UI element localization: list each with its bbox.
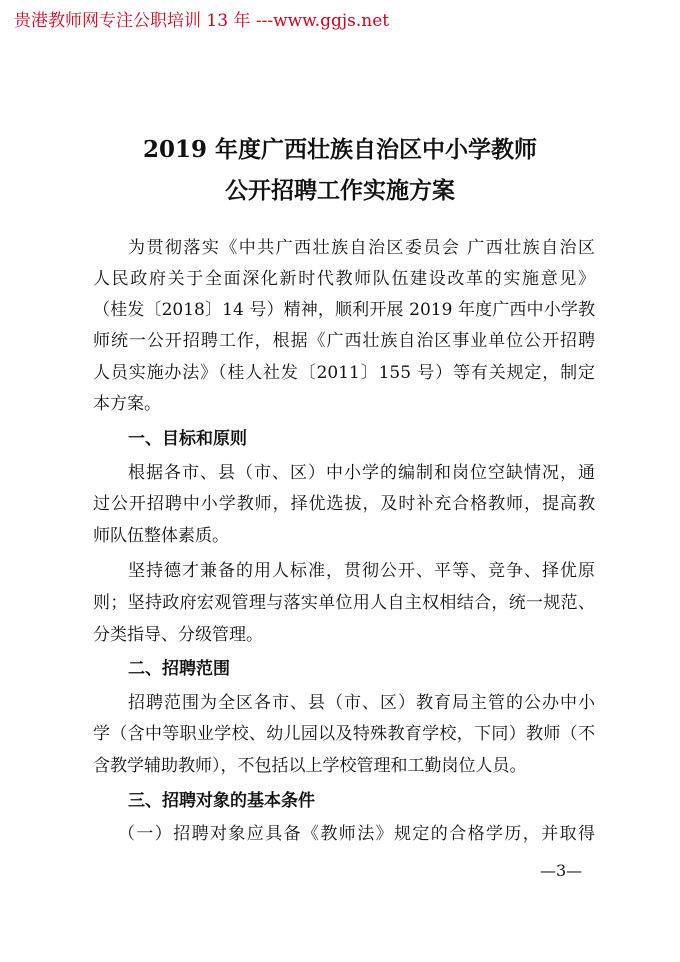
section-heading-scope: 二、招聘范围 (128, 659, 230, 679)
section2-line-2: 学（含中等职业学校、幼儿园以及特殊教育学校，下同）教师（不 (93, 724, 595, 744)
intro-line-3: （桂发〔2018〕14 号）精神，顺利开展 2019 年度广西中小学教 (93, 300, 595, 320)
section1-para1-line-3: 师队伍整体素质。 (93, 526, 229, 546)
section1-para1-line-2: 过公开招聘中小学教师，择优选拔，及时补充合格教师，提高教 (93, 494, 595, 514)
section1-para1-line-1: 根据各市、县（市、区）中小学的编制和岗位空缺情况，通 (128, 463, 595, 483)
section1-para2-line-2: 则；坚持政府宏观管理与落实单位用人自主权相结合，统一规范、 (93, 593, 595, 613)
intro-line-5: 人员实施办法》（桂人社发〔2011〕155 号）等有关规定，制定 (93, 363, 595, 383)
section2-line-3: 含教学辅助教师），不包括以上学校管理和工勤岗位人员。 (93, 756, 527, 776)
intro-line-2: 人民政府关于全面深化新时代教师队伍建设改革的实施意见》 (93, 269, 595, 289)
section1-para2-line-3: 分类指导、分级管理。 (93, 625, 263, 645)
section1-para2-line-1: 坚持德才兼备的用人标准，贯彻公开、平等、竞争、择优原 (128, 561, 595, 581)
intro-line-4: 师统一公开招聘工作，根据《广西壮族自治区事业单位公开招聘 (93, 331, 595, 351)
section2-line-1: 招聘范围为全区各市、县（市、区）教育局主管的公办中小 (128, 693, 595, 713)
header-watermark[interactable]: 贵港教师网专注公职培训 13 年 ---www.ggjs.net (14, 11, 390, 31)
intro-line-1: 为贯彻落实《中共广西壮族自治区委员会 广西壮族自治区 (128, 238, 595, 258)
document-title-line-1: 2019 年度广西壮族自治区中小学教师 (142, 136, 538, 163)
document-title-line-2: 公开招聘工作实施方案 (225, 177, 455, 204)
intro-line-6: 本方案。 (93, 394, 161, 414)
section-heading-requirements: 三、招聘对象的基本条件 (128, 791, 315, 811)
page-number: —3— (540, 861, 583, 880)
section3-line-1: （一）招聘对象应具备《教师法》规定的合格学历，并取得 (118, 824, 595, 844)
section-heading-objectives: 一、目标和原则 (128, 429, 247, 449)
